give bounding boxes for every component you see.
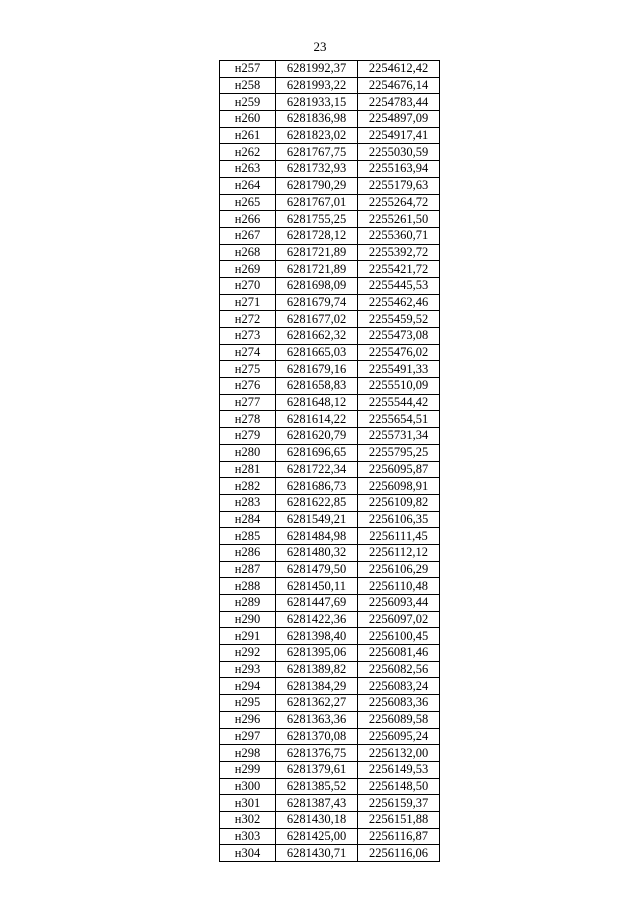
table-row bbox=[220, 528, 440, 545]
y-coordinate-cell: 2255510,09 bbox=[358, 378, 440, 395]
table-row bbox=[220, 294, 440, 311]
x-coordinate-cell: 6281480,32 bbox=[276, 544, 358, 561]
point-number-cell: н299 bbox=[220, 761, 276, 778]
point-number-cell: н260 bbox=[220, 111, 276, 128]
y-coordinate-cell: 2254783,44 bbox=[358, 94, 440, 111]
point-number-cell: н283 bbox=[220, 494, 276, 511]
point-number-cell: н272 bbox=[220, 311, 276, 328]
x-coordinate-cell: 6281721,89 bbox=[276, 261, 358, 278]
table-row bbox=[220, 77, 440, 94]
y-coordinate-cell: 2256151,88 bbox=[358, 811, 440, 828]
point-number-cell: н286 bbox=[220, 544, 276, 561]
y-coordinate-cell: 2255731,34 bbox=[358, 428, 440, 445]
x-coordinate-cell: 6281363,36 bbox=[276, 711, 358, 728]
table-row bbox=[220, 277, 440, 294]
table-row bbox=[220, 344, 440, 361]
point-number-cell: н298 bbox=[220, 745, 276, 762]
table-row bbox=[220, 828, 440, 845]
table-row bbox=[220, 511, 440, 528]
y-coordinate-cell: 2256106,29 bbox=[358, 561, 440, 578]
y-coordinate-cell: 2256116,87 bbox=[358, 828, 440, 845]
x-coordinate-cell: 6281698,09 bbox=[276, 277, 358, 294]
y-coordinate-cell: 2255030,59 bbox=[358, 144, 440, 161]
y-coordinate-cell: 2256132,00 bbox=[358, 745, 440, 762]
table-row bbox=[220, 394, 440, 411]
point-number-cell: н285 bbox=[220, 528, 276, 545]
table-row bbox=[220, 244, 440, 261]
y-coordinate-cell: 2255445,53 bbox=[358, 277, 440, 294]
table-row bbox=[220, 811, 440, 828]
point-number-cell: н259 bbox=[220, 94, 276, 111]
table-row bbox=[220, 745, 440, 762]
table-row bbox=[220, 177, 440, 194]
point-number-cell: н278 bbox=[220, 411, 276, 428]
point-number-cell: н284 bbox=[220, 511, 276, 528]
table-row bbox=[220, 645, 440, 662]
x-coordinate-cell: 6281376,75 bbox=[276, 745, 358, 762]
point-number-cell: н263 bbox=[220, 161, 276, 178]
y-coordinate-cell: 2256148,50 bbox=[358, 778, 440, 795]
point-number-cell: н257 bbox=[220, 61, 276, 78]
x-coordinate-cell: 6281447,69 bbox=[276, 595, 358, 612]
y-coordinate-cell: 2256149,53 bbox=[358, 761, 440, 778]
x-coordinate-cell: 6281933,15 bbox=[276, 94, 358, 111]
point-number-cell: н295 bbox=[220, 695, 276, 712]
x-coordinate-cell: 6281696,65 bbox=[276, 444, 358, 461]
point-number-cell: н302 bbox=[220, 811, 276, 828]
x-coordinate-cell: 6281732,93 bbox=[276, 161, 358, 178]
y-coordinate-cell: 2255261,50 bbox=[358, 211, 440, 228]
x-coordinate-cell: 6281389,82 bbox=[276, 661, 358, 678]
y-coordinate-cell: 2256159,37 bbox=[358, 795, 440, 812]
point-number-cell: н301 bbox=[220, 795, 276, 812]
table-row bbox=[220, 227, 440, 244]
y-coordinate-cell: 2256093,44 bbox=[358, 595, 440, 612]
table-row bbox=[220, 94, 440, 111]
point-number-cell: н304 bbox=[220, 845, 276, 862]
y-coordinate-cell: 2256083,24 bbox=[358, 678, 440, 695]
y-coordinate-cell: 2256106,35 bbox=[358, 511, 440, 528]
point-number-cell: н297 bbox=[220, 728, 276, 745]
point-number-cell: н303 bbox=[220, 828, 276, 845]
table-row bbox=[220, 311, 440, 328]
table-row bbox=[220, 578, 440, 595]
x-coordinate-cell: 6281622,85 bbox=[276, 494, 358, 511]
point-number-cell: н290 bbox=[220, 611, 276, 628]
y-coordinate-cell: 2255179,63 bbox=[358, 177, 440, 194]
table-row bbox=[220, 728, 440, 745]
x-coordinate-cell: 6281430,18 bbox=[276, 811, 358, 828]
x-coordinate-cell: 6281836,98 bbox=[276, 111, 358, 128]
y-coordinate-cell: 2255163,94 bbox=[358, 161, 440, 178]
x-coordinate-cell: 6281722,34 bbox=[276, 461, 358, 478]
y-coordinate-cell: 2256095,87 bbox=[358, 461, 440, 478]
table-row bbox=[220, 461, 440, 478]
table-row bbox=[220, 494, 440, 511]
y-coordinate-cell: 2254676,14 bbox=[358, 77, 440, 94]
y-coordinate-cell: 2256109,82 bbox=[358, 494, 440, 511]
x-coordinate-cell: 6281767,01 bbox=[276, 194, 358, 211]
table-row bbox=[220, 428, 440, 445]
y-coordinate-cell: 2256081,46 bbox=[358, 645, 440, 662]
x-coordinate-cell: 6281648,12 bbox=[276, 394, 358, 411]
table-row bbox=[220, 211, 440, 228]
table-row bbox=[220, 711, 440, 728]
table-row bbox=[220, 628, 440, 645]
y-coordinate-cell: 2256100,45 bbox=[358, 628, 440, 645]
point-number-cell: н287 bbox=[220, 561, 276, 578]
x-coordinate-cell: 6281479,50 bbox=[276, 561, 358, 578]
y-coordinate-cell: 2256097,02 bbox=[358, 611, 440, 628]
x-coordinate-cell: 6281484,98 bbox=[276, 528, 358, 545]
table-row bbox=[220, 111, 440, 128]
y-coordinate-cell: 2256112,12 bbox=[358, 544, 440, 561]
x-coordinate-cell: 6281398,40 bbox=[276, 628, 358, 645]
table-row bbox=[220, 261, 440, 278]
y-coordinate-cell: 2254917,41 bbox=[358, 127, 440, 144]
x-coordinate-cell: 6281379,61 bbox=[276, 761, 358, 778]
table-row bbox=[220, 144, 440, 161]
y-coordinate-cell: 2256095,24 bbox=[358, 728, 440, 745]
point-number-cell: н267 bbox=[220, 227, 276, 244]
x-coordinate-cell: 6281679,74 bbox=[276, 294, 358, 311]
table-row bbox=[220, 678, 440, 695]
point-number-cell: н282 bbox=[220, 478, 276, 495]
point-number-cell: н291 bbox=[220, 628, 276, 645]
x-coordinate-cell: 6281658,83 bbox=[276, 378, 358, 395]
y-coordinate-cell: 2255264,72 bbox=[358, 194, 440, 211]
y-coordinate-cell: 2255462,46 bbox=[358, 294, 440, 311]
table-row bbox=[220, 411, 440, 428]
x-coordinate-cell: 6281549,21 bbox=[276, 511, 358, 528]
y-coordinate-cell: 2256089,58 bbox=[358, 711, 440, 728]
x-coordinate-cell: 6281422,36 bbox=[276, 611, 358, 628]
y-coordinate-cell: 2256082,56 bbox=[358, 661, 440, 678]
table-row bbox=[220, 595, 440, 612]
table-row bbox=[220, 778, 440, 795]
table-row bbox=[220, 194, 440, 211]
x-coordinate-cell: 6281430,71 bbox=[276, 845, 358, 862]
table-row bbox=[220, 795, 440, 812]
y-coordinate-cell: 2256116,06 bbox=[358, 845, 440, 862]
point-number-cell: н288 bbox=[220, 578, 276, 595]
x-coordinate-cell: 6281362,27 bbox=[276, 695, 358, 712]
point-number-cell: н292 bbox=[220, 645, 276, 662]
table-row bbox=[220, 761, 440, 778]
y-coordinate-cell: 2256111,45 bbox=[358, 528, 440, 545]
y-coordinate-cell: 2255544,42 bbox=[358, 394, 440, 411]
point-number-cell: н274 bbox=[220, 344, 276, 361]
point-number-cell: н277 bbox=[220, 394, 276, 411]
coordinates-table-body bbox=[220, 61, 440, 862]
point-number-cell: н296 bbox=[220, 711, 276, 728]
y-coordinate-cell: 2256110,48 bbox=[358, 578, 440, 595]
point-number-cell: н269 bbox=[220, 261, 276, 278]
point-number-cell: н258 bbox=[220, 77, 276, 94]
point-number-cell: н294 bbox=[220, 678, 276, 695]
table-row bbox=[220, 544, 440, 561]
x-coordinate-cell: 6281823,02 bbox=[276, 127, 358, 144]
x-coordinate-cell: 6281450,11 bbox=[276, 578, 358, 595]
point-number-cell: н261 bbox=[220, 127, 276, 144]
point-number-cell: н281 bbox=[220, 461, 276, 478]
table-row bbox=[220, 478, 440, 495]
table-row bbox=[220, 561, 440, 578]
table-row bbox=[220, 695, 440, 712]
x-coordinate-cell: 6281425,00 bbox=[276, 828, 358, 845]
y-coordinate-cell: 2255360,71 bbox=[358, 227, 440, 244]
y-coordinate-cell: 2256098,91 bbox=[358, 478, 440, 495]
y-coordinate-cell: 2255459,52 bbox=[358, 311, 440, 328]
y-coordinate-cell: 2254612,42 bbox=[358, 61, 440, 78]
x-coordinate-cell: 6281679,16 bbox=[276, 361, 358, 378]
point-number-cell: н275 bbox=[220, 361, 276, 378]
coordinates-table bbox=[219, 60, 440, 862]
x-coordinate-cell: 6281993,22 bbox=[276, 77, 358, 94]
point-number-cell: н271 bbox=[220, 294, 276, 311]
table-row bbox=[220, 127, 440, 144]
y-coordinate-cell: 2255795,25 bbox=[358, 444, 440, 461]
table-row bbox=[220, 161, 440, 178]
y-coordinate-cell: 2255473,08 bbox=[358, 328, 440, 345]
point-number-cell: н276 bbox=[220, 378, 276, 395]
x-coordinate-cell: 6281665,03 bbox=[276, 344, 358, 361]
point-number-cell: н262 bbox=[220, 144, 276, 161]
x-coordinate-cell: 6281755,25 bbox=[276, 211, 358, 228]
table-row bbox=[220, 845, 440, 862]
table-row bbox=[220, 328, 440, 345]
table-row bbox=[220, 444, 440, 461]
point-number-cell: н300 bbox=[220, 778, 276, 795]
x-coordinate-cell: 6281395,06 bbox=[276, 645, 358, 662]
table-row bbox=[220, 661, 440, 678]
point-number-cell: н280 bbox=[220, 444, 276, 461]
x-coordinate-cell: 6281370,08 bbox=[276, 728, 358, 745]
y-coordinate-cell: 2255392,72 bbox=[358, 244, 440, 261]
point-number-cell: н279 bbox=[220, 428, 276, 445]
point-number-cell: н266 bbox=[220, 211, 276, 228]
y-coordinate-cell: 2255654,51 bbox=[358, 411, 440, 428]
x-coordinate-cell: 6281662,32 bbox=[276, 328, 358, 345]
x-coordinate-cell: 6281686,73 bbox=[276, 478, 358, 495]
y-coordinate-cell: 2255476,02 bbox=[358, 344, 440, 361]
table-row bbox=[220, 611, 440, 628]
x-coordinate-cell: 6281614,22 bbox=[276, 411, 358, 428]
x-coordinate-cell: 6281385,52 bbox=[276, 778, 358, 795]
y-coordinate-cell: 2254897,09 bbox=[358, 111, 440, 128]
table-row bbox=[220, 378, 440, 395]
point-number-cell: н264 bbox=[220, 177, 276, 194]
point-number-cell: н265 bbox=[220, 194, 276, 211]
x-coordinate-cell: 6281992,37 bbox=[276, 61, 358, 78]
x-coordinate-cell: 6281677,02 bbox=[276, 311, 358, 328]
x-coordinate-cell: 6281728,12 bbox=[276, 227, 358, 244]
point-number-cell: н273 bbox=[220, 328, 276, 345]
point-number-cell: н293 bbox=[220, 661, 276, 678]
table-row bbox=[220, 361, 440, 378]
x-coordinate-cell: 6281721,89 bbox=[276, 244, 358, 261]
x-coordinate-cell: 6281790,29 bbox=[276, 177, 358, 194]
y-coordinate-cell: 2255421,72 bbox=[358, 261, 440, 278]
x-coordinate-cell: 6281620,79 bbox=[276, 428, 358, 445]
y-coordinate-cell: 2256083,36 bbox=[358, 695, 440, 712]
point-number-cell: н289 bbox=[220, 595, 276, 612]
x-coordinate-cell: 6281767,75 bbox=[276, 144, 358, 161]
y-coordinate-cell: 2255491,33 bbox=[358, 361, 440, 378]
point-number-cell: н268 bbox=[220, 244, 276, 261]
page-number: 23 bbox=[313, 39, 327, 54]
x-coordinate-cell: 6281387,43 bbox=[276, 795, 358, 812]
x-coordinate-cell: 6281384,29 bbox=[276, 678, 358, 695]
point-number-cell: н270 bbox=[220, 277, 276, 294]
table-row bbox=[220, 61, 440, 78]
